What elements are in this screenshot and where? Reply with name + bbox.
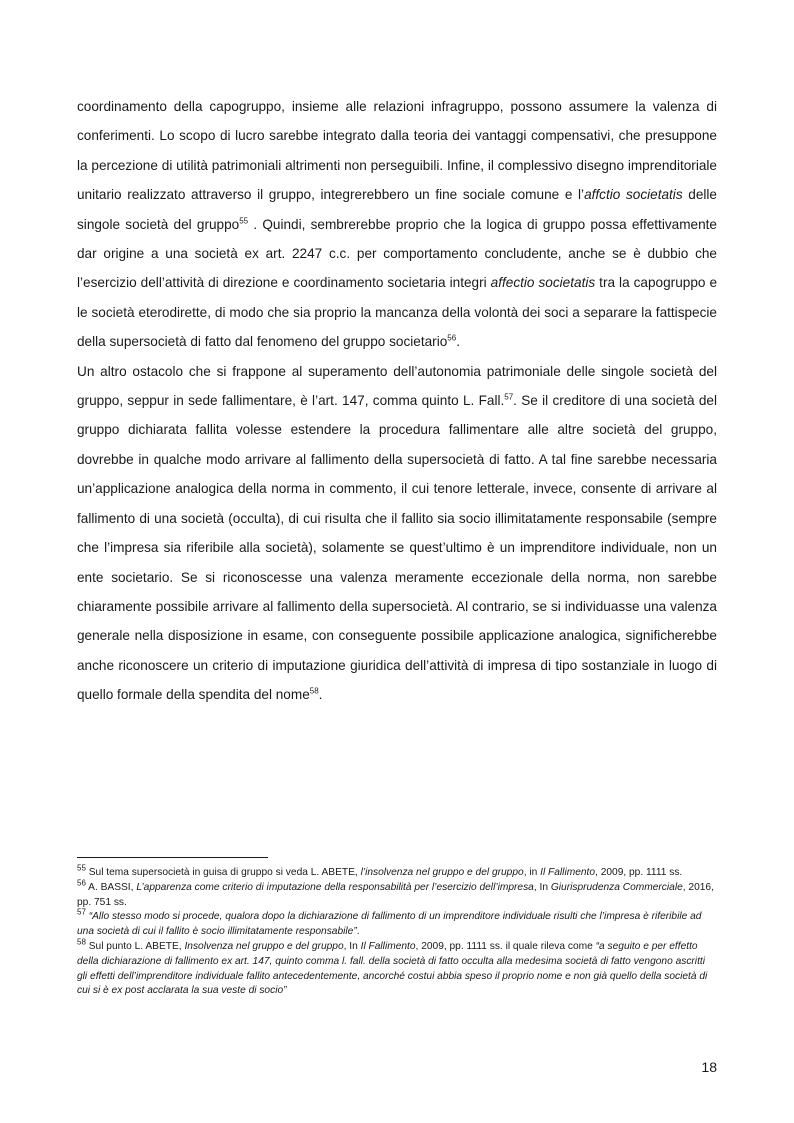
footnote-italic: “a seguito e per effetto della dichiarazione di fallimento ex art. 147, quinto comma l. fall. della società di fatto occulta alla medesima società di fatto vengono ascritti gli effetti dell’imprenditore individuale fallito antecedentemente, ancorché costui abbia speso il proprio nome e non già quello della società di cui si è ex post acclarata la sua veste di socio” xyxy=(77,940,708,997)
footnote-italic: Giurisprudenza Commerciale xyxy=(550,881,683,893)
footnote-text: . xyxy=(356,926,360,938)
text-run: tra la capogruppo e le società eterodirette, di modo che sia proprio la mancanza della volontà dei soci a separare la fattispecie della supersocietà di fatto dal fenomeno del gruppo societario xyxy=(77,275,718,350)
footnote-text: Sul tema supersocietà in guisa di gruppo si veda L. ABETE, xyxy=(85,867,361,878)
paragraph-1 xyxy=(77,92,717,357)
text-run: Un altro ostacolo che si frappone al superamento dell’autonomia patrimoniale delle singole società del gruppo, seppur in sede fallimentare, è l’art. 147, comma quinto L. Fall. xyxy=(77,363,717,409)
footnote-ref-57[interactable]: 57 xyxy=(504,392,514,402)
text-run: . Se il creditore di una società del gruppo dichiarata fallita volesse estendere la procedura fallimentare alle altre società del gruppo, dovrebbe in qualche modo arrivare al fallimento della supersocietà di fatto. A tal fine sarebbe necessaria un’applicazione analogica della norma in commento, il cui tenore letterale, invece, consente di arrivare al fallimento di una società (occulta), di cui risulta che il fallito sia socio illimitatamente responsabile (sempre che l’impresa sia riferibile alla società), solamente se quest’ultimo è un imprenditore individuale, non un ente societario. Se si riconoscesse una valenza meramente eccezionale della norma, non sarebbe chiaramente possibile arrivare al fallimento della supersocietà. Al contrario, se si individuasse una valenza generale nella disposizione in esame, con conseguente possibile applicazione analogica, significherebbe anche riconoscere un criterio di imputazione giuridica dell’attività di impresa di tipo sostanziale in luogo di quello formale della spendita del nome xyxy=(77,393,717,703)
footnote-text: , 2009, pp. 1111 ss. xyxy=(595,867,683,878)
footnote-56 xyxy=(77,878,717,911)
page-number: 18 xyxy=(701,1059,717,1075)
text-run: . xyxy=(456,334,460,350)
footnote-text: Sul punto L. ABETE, xyxy=(85,940,185,952)
paragraph-2 xyxy=(77,357,717,710)
footnote-italic: Insolvenza nel gruppo e del gruppo xyxy=(184,940,344,952)
text-run: . Quindi, sembrerebbe proprio che la logica di gruppo possa effettivamente dar origine a una società ex art. 2247 c.c. per comportamento concludente, anche se è dubbio che l’esercizio dell’attività di direzione e coordinamento societaria integri xyxy=(77,216,717,291)
text-run: delle singole società del gruppo xyxy=(77,187,717,232)
footnote-italic: Il Fallimento xyxy=(540,867,596,878)
italic-term: affectio societatis xyxy=(490,275,596,291)
text-run: . xyxy=(318,687,323,703)
footnote-58 xyxy=(77,937,717,999)
footnote-text: , 2009, pp. 1111 ss. il quale rileva come xyxy=(415,940,596,952)
footnote-italic: L’apparenza come criterio di imputazione della responsabilità per l’esercizio dell’impresa xyxy=(136,881,534,893)
footnote-italic: l’insolvenza nel gruppo e del gruppo xyxy=(360,867,524,878)
footnote-ref-56[interactable]: 56 xyxy=(447,333,457,343)
text-run: coordinamento della capogruppo, insieme alle relazioni infragruppo, possono assumere la valenza di conferimenti. Lo scopo di lucro sarebbe integrato dalla teoria dei vantaggi compensativi, che presuppone la percezione di utilità patrimoniali altrimenti non perseguibili. Infine, il complessivo disegno imprenditoriale unitario realizzato attraverso il gruppo, integrerebbero un fine sociale comune e l’ xyxy=(77,99,717,203)
footnote-55 xyxy=(77,863,717,881)
footnote-italic: “Allo stesso modo si procede, qualora dopo la dichiarazione di fallimento di un imprenditore individuale risulti che l’impresa è riferibile ad una società di cui il fallito è socio illimitatamente responsabile” xyxy=(77,911,702,938)
footnote-number: 57 xyxy=(77,908,86,917)
body-text xyxy=(77,92,717,710)
footnote-number: 56 xyxy=(77,878,86,888)
footnote-ref-58[interactable]: 58 xyxy=(309,686,319,696)
footnote-text: , in xyxy=(523,867,541,878)
footnote-text: , 2016, pp. 751 ss. xyxy=(77,881,714,908)
footnote-ref-55[interactable]: 55 xyxy=(239,216,249,226)
footnote-text: , In xyxy=(533,881,551,893)
italic-term: affctio societatis xyxy=(584,187,683,203)
footnote-text: A. BASSI, xyxy=(85,881,137,893)
footnotes xyxy=(77,863,717,999)
footnote-italic: Il Fallimento xyxy=(360,940,416,952)
footnote-57 xyxy=(77,910,717,940)
footnote-separator xyxy=(77,857,268,858)
footnote-number: 55 xyxy=(77,863,86,873)
footnote-text: , In xyxy=(343,940,361,952)
footnote-number: 58 xyxy=(77,937,86,947)
